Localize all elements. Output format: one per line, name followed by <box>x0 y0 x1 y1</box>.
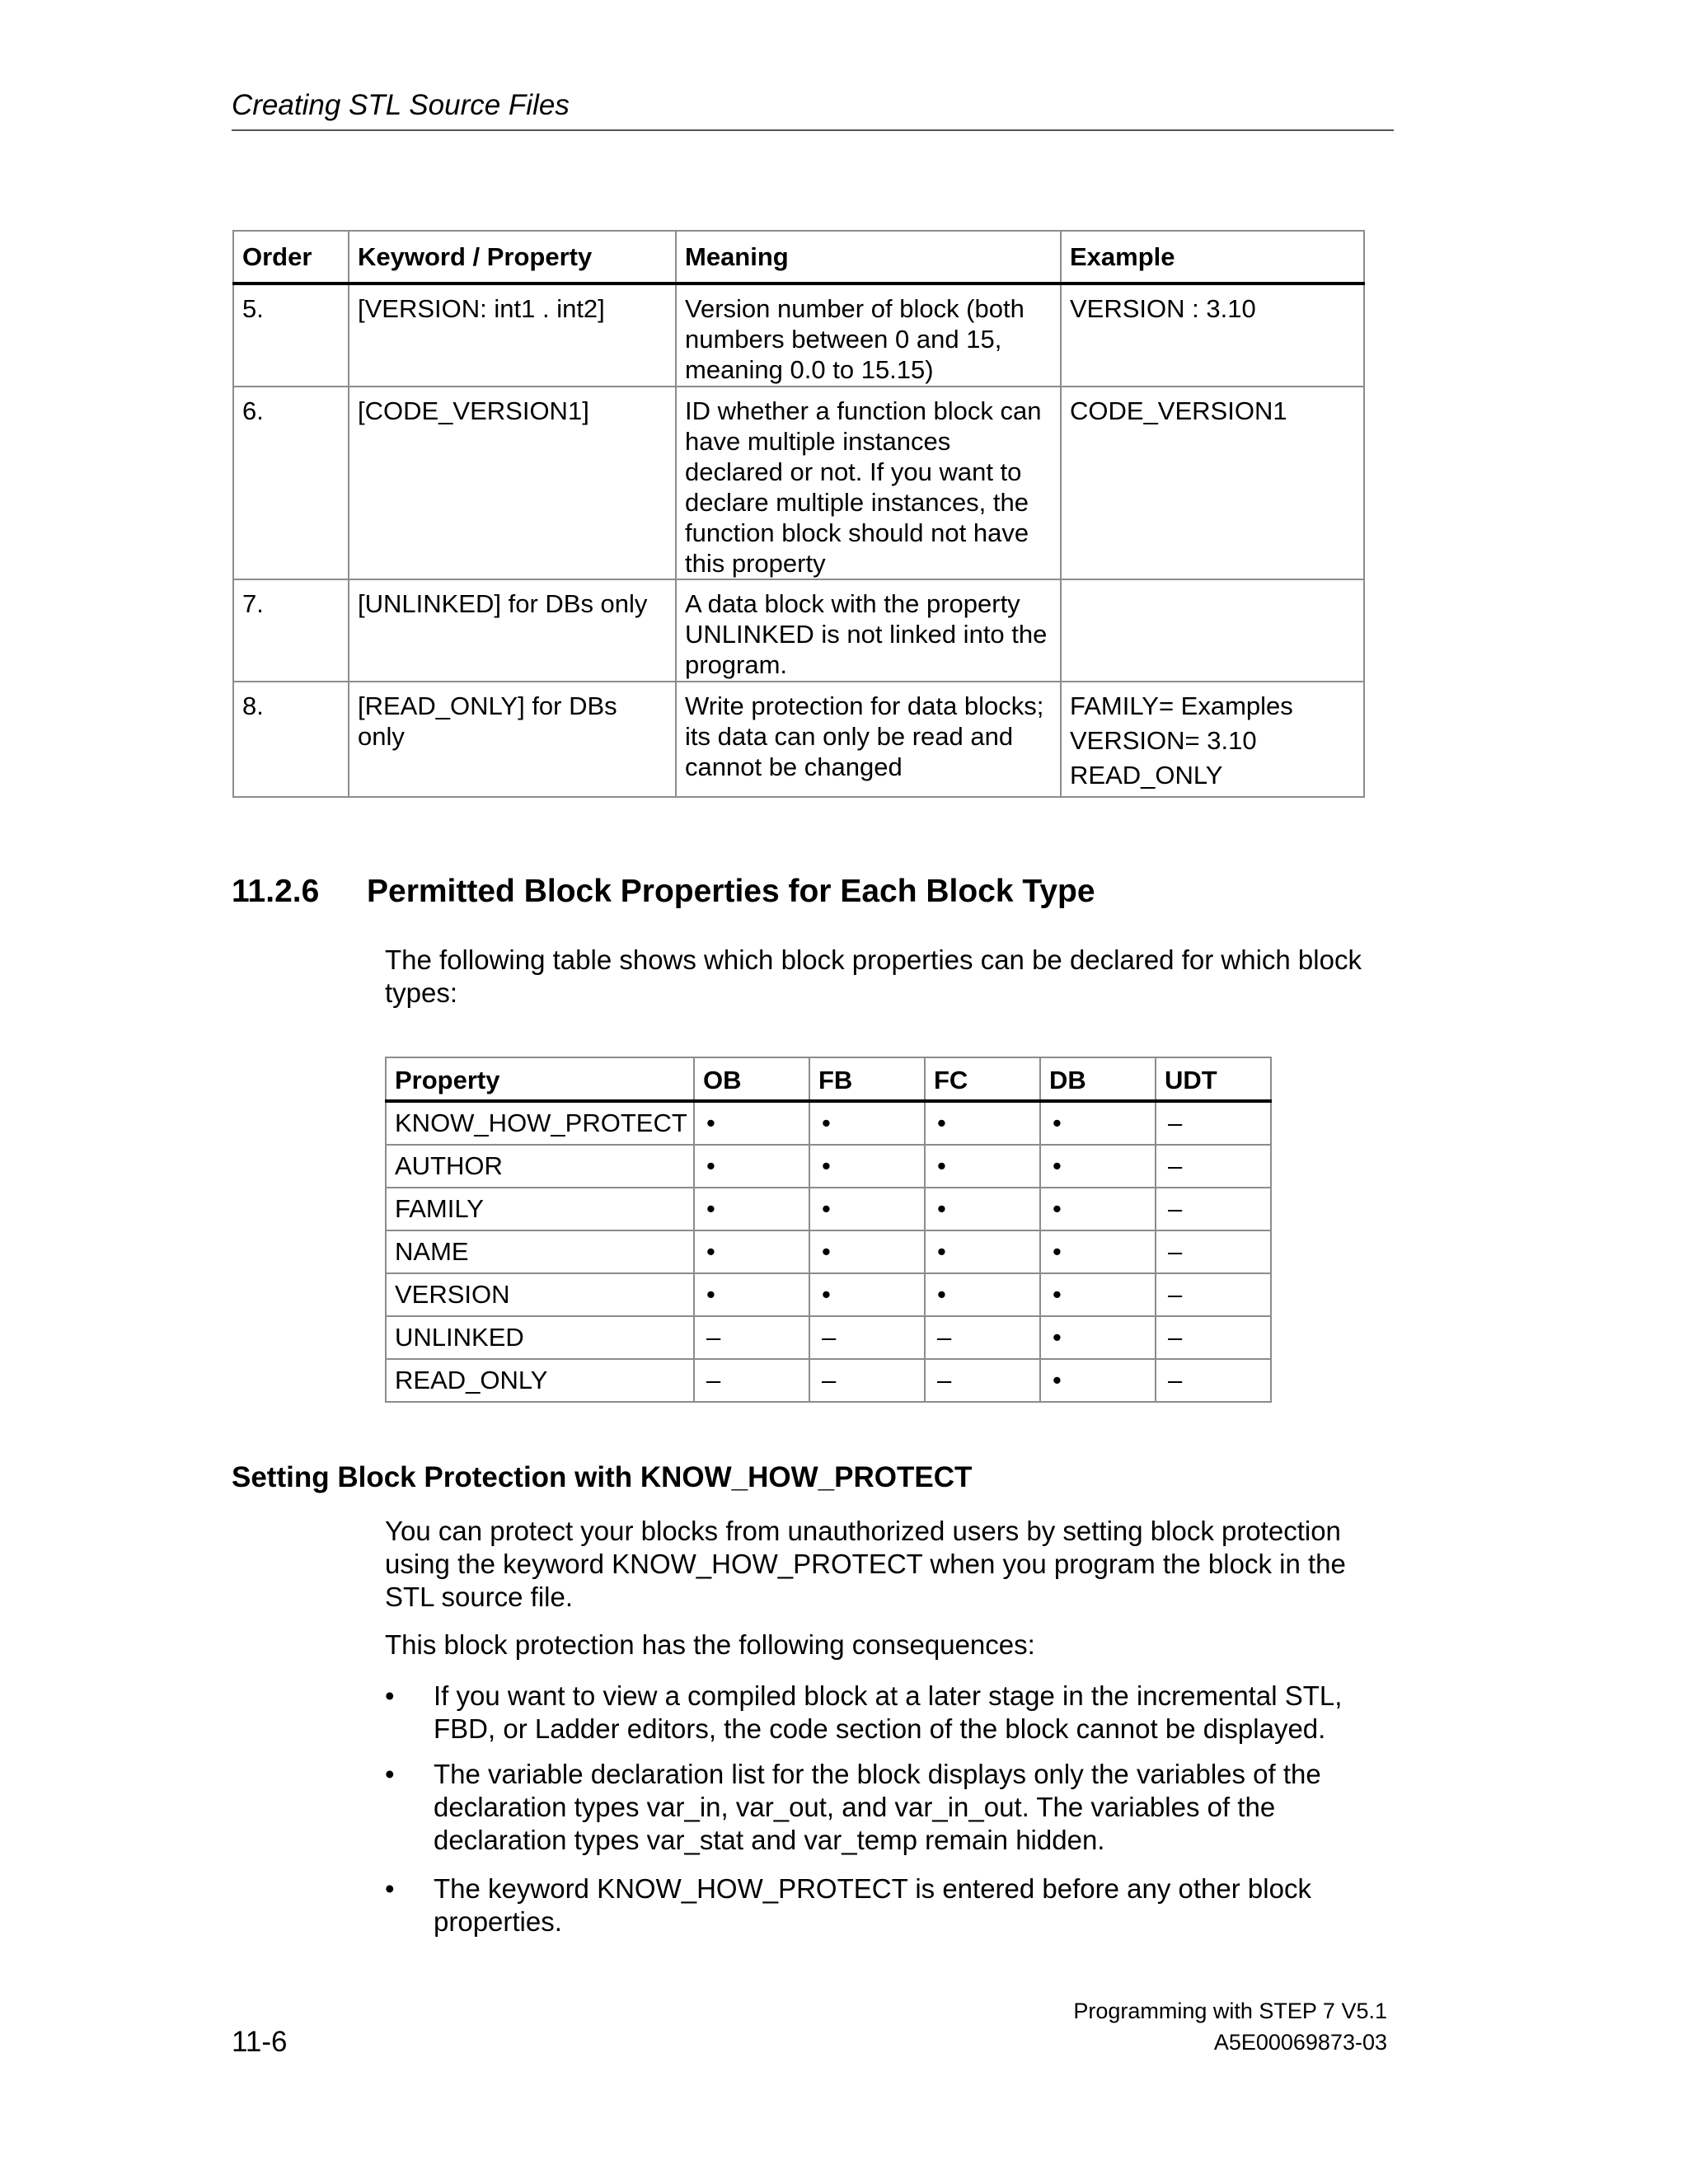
property-table-header-row <box>386 1057 1271 1101</box>
table-row <box>233 284 1364 387</box>
table-row <box>386 1188 1271 1230</box>
fc-mark-cell: – <box>925 1316 1040 1359</box>
udt-mark-cell: – <box>1156 1359 1271 1402</box>
keyword-cell: [READ_ONLY] for DBs only <box>349 682 676 797</box>
bullet-text: The variable declaration list for the block displays only the variables of the declaration types var_in, var_out, and var_in_out. The variables of the declaration types var_stat and var_temp remain hidden. <box>434 1759 1321 1855</box>
table-row <box>386 1316 1271 1359</box>
column-header-property: Property <box>386 1057 694 1101</box>
ob-mark-cell: • <box>694 1188 809 1230</box>
section-intro: The following table shows which block properties can be declared for which block types: <box>385 944 1362 1008</box>
table-row <box>386 1359 1271 1402</box>
order-cell: 6. <box>233 387 349 579</box>
order-cell: 5. <box>233 284 349 387</box>
bullet-icon: • <box>385 1680 395 1711</box>
meaning-cell: A data block with the property UNLINKED is not linked into the program. <box>676 579 1061 682</box>
running-header: Creating STL Source Files <box>232 89 570 121</box>
keyword-cell: [UNLINKED] for DBs only <box>349 579 676 682</box>
keyword-cell: [VERSION: int1 . int2] <box>349 284 676 387</box>
table-row <box>386 1145 1271 1188</box>
db-mark-cell: • <box>1040 1188 1156 1230</box>
property-table <box>385 1057 1272 1403</box>
example-line: VERSION : 3.10 <box>1070 294 1256 323</box>
fb-mark-cell: – <box>809 1316 925 1359</box>
bullet-text: If you want to view a compiled block at a later stage in the incremental STL, FBD, or Ladder editors, the code section of the block cannot be displayed. <box>434 1680 1343 1744</box>
db-mark-cell: • <box>1040 1273 1156 1316</box>
order-cell: 7. <box>233 579 349 682</box>
fc-mark-cell: • <box>925 1188 1040 1230</box>
footer-product: Programming with STEP 7 V5.1 <box>1073 1999 1387 2023</box>
column-header-udt: UDT <box>1156 1057 1271 1101</box>
section-title: Permitted Block Properties for Each Block Type <box>367 874 1095 909</box>
table-row <box>386 1273 1271 1316</box>
example-line: READ_ONLY <box>1070 761 1223 790</box>
column-header-fb: FB <box>809 1057 925 1101</box>
column-header-keyword: Keyword / Property <box>349 231 676 284</box>
section-number: 11.2.6 <box>232 874 320 909</box>
udt-mark-cell: – <box>1156 1145 1271 1188</box>
example-line: VERSION= 3.10 <box>1070 726 1257 755</box>
fb-mark-cell: • <box>809 1145 925 1188</box>
db-mark-cell: • <box>1040 1101 1156 1145</box>
bullet-icon: • <box>385 1759 395 1789</box>
meaning-cell: Write protection for data blocks; its data can only be read and cannot be changed <box>676 682 1061 797</box>
ob-mark-cell: • <box>694 1101 809 1145</box>
body-paragraph: This block protection has the following consequences: <box>385 1629 1035 1660</box>
body-paragraph: You can protect your blocks from unauthorized users by setting block protection using the keyword KNOW_HOW_PROTECT when you program the block in the STL source file. <box>385 1516 1346 1612</box>
fb-mark-cell: – <box>809 1359 925 1402</box>
property-name-cell: AUTHOR <box>386 1145 694 1188</box>
subsection-title: Setting Block Protection with KNOW_HOW_PROTECT <box>232 1461 973 1493</box>
property-name-cell: UNLINKED <box>386 1316 694 1359</box>
udt-mark-cell: – <box>1156 1188 1271 1230</box>
table-row <box>233 682 1364 797</box>
udt-mark-cell: – <box>1156 1273 1271 1316</box>
property-name-cell: NAME <box>386 1230 694 1273</box>
fc-mark-cell: • <box>925 1273 1040 1316</box>
column-header-db: DB <box>1040 1057 1156 1101</box>
fc-mark-cell: – <box>925 1359 1040 1402</box>
property-name-cell: KNOW_HOW_PROTECT <box>386 1101 694 1145</box>
udt-mark-cell: – <box>1156 1316 1271 1359</box>
order-cell: 8. <box>233 682 349 797</box>
example-line: CODE_VERSION1 <box>1070 396 1287 425</box>
table-row <box>233 387 1364 579</box>
fc-mark-cell: • <box>925 1101 1040 1145</box>
example-cell <box>1061 579 1364 682</box>
db-mark-cell: • <box>1040 1359 1156 1402</box>
udt-mark-cell: – <box>1156 1101 1271 1145</box>
keyword-table-header-row <box>233 231 1364 284</box>
table-row <box>386 1101 1271 1145</box>
bullet-icon: • <box>385 1873 395 1904</box>
header-rule <box>232 129 1394 131</box>
footer-page-number: 11-6 <box>232 2026 288 2058</box>
table-row <box>386 1230 1271 1273</box>
keyword-cell: [CODE_VERSION1] <box>349 387 676 579</box>
column-header-ob: OB <box>694 1057 809 1101</box>
fc-mark-cell: • <box>925 1230 1040 1273</box>
example-cell <box>1061 387 1364 579</box>
fb-mark-cell: • <box>809 1101 925 1145</box>
db-mark-cell: • <box>1040 1145 1156 1188</box>
meaning-cell: Version number of block (both numbers between 0 and 15, meaning 0.0 to 15.15) <box>676 284 1061 387</box>
keyword-table <box>232 230 1365 798</box>
footer-document-number: A5E00069873-03 <box>1213 2030 1387 2055</box>
column-header-fc: FC <box>925 1057 1040 1101</box>
db-mark-cell: • <box>1040 1230 1156 1273</box>
property-name-cell: READ_ONLY <box>386 1359 694 1402</box>
fb-mark-cell: • <box>809 1273 925 1316</box>
fb-mark-cell: • <box>809 1230 925 1273</box>
udt-mark-cell: – <box>1156 1230 1271 1273</box>
ob-mark-cell: – <box>694 1359 809 1402</box>
example-cell <box>1061 682 1364 797</box>
property-name-cell: FAMILY <box>386 1188 694 1230</box>
property-name-cell: VERSION <box>386 1273 694 1316</box>
fc-mark-cell: • <box>925 1145 1040 1188</box>
fb-mark-cell: • <box>809 1188 925 1230</box>
column-header-example: Example <box>1061 231 1364 284</box>
example-line: FAMILY= Examples <box>1070 691 1293 720</box>
db-mark-cell: • <box>1040 1316 1156 1359</box>
column-header-meaning: Meaning <box>676 231 1061 284</box>
meaning-cell: ID whether a function block can have multiple instances declared or not. If you want to declare multiple instances, the function block should not have this property <box>676 387 1061 579</box>
ob-mark-cell: • <box>694 1230 809 1273</box>
bullet-text: The keyword KNOW_HOW_PROTECT is entered before any other block properties. <box>434 1873 1311 1937</box>
column-header-order: Order <box>233 231 349 284</box>
table-row <box>233 579 1364 682</box>
ob-mark-cell: – <box>694 1316 809 1359</box>
example-cell <box>1061 284 1364 387</box>
ob-mark-cell: • <box>694 1273 809 1316</box>
ob-mark-cell: • <box>694 1145 809 1188</box>
